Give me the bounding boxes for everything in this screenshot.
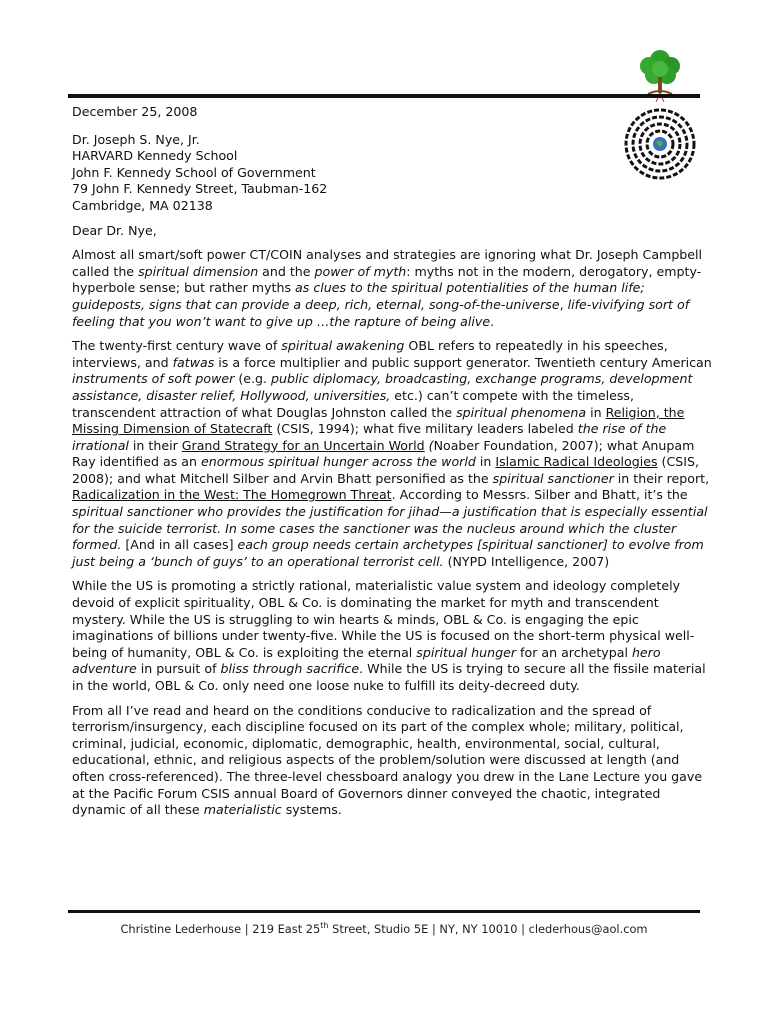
letterhead-footer: Christine Lederhouse | 219 East 25th Street, Studio 5E | NY, NY 10010 | clederhous@aol.com [120,921,648,936]
paragraph-1: Almost all smart/soft power CT/COIN analyses and strategies are ignoring what Dr. Joseph Campbell called the spiritual dimension and the power of myth: myths not in the modern, derogatory, empty-hyperbole sense; but rather myths as clues to the spiritual potentialities of the human life; guideposts, signs that can provide a deep, rich, eternal, song-of-the-universe, life-vivifying sort of feeling that you won’t want to give up …the rapture of being alive. [72,247,703,329]
citation-islamic-radical: Islamic Radical Ideologies [495,454,658,470]
paragraph-3: While the US is promoting a strictly rational, materialistic value system and ideology completely devoid of explicit spirituality, OBL & Co. is dominating the market for myth and transcendent mystery. While the US is struggling to win hearts & minds, OBL & Co. is engaging the epic imaginations of billions under twenty-five. While the US is focused on the short-term physical well-being of humanity, OBL & Co. is exploiting the eternal spiritual hunger for an archetypal hero adventure in pursuit of bliss through sacrifice. While the US is trying to secure all the fissile material in the world, OBL & Co. only need one loose nuke to fulfill its deity-decreed duty. [72,578,706,693]
footer-address: 219 East 25th Street, Studio 5E [252,921,429,936]
paragraph-4: From all I’ve read and heard on the conditions conducive to radicalization and the spread of terrorism/insurgency, each discipline focused on its part of the complex whole; military, political, criminal, judicial, economic, diplomatic, demographic, health, environmental, social, cultural, educational, ethnic, and religious aspects of the problem/solution were discussed at length (and often cross-referenced). The three-level chessboard analogy you drew in the Lane Lecture you gave at the Pacific Forum CSIS annual Board of Governors dinner conveyed the chaotic, integrated dynamic of all these materialistic systems. [72,702,703,818]
footer-rule [68,910,700,913]
recipient-institution: HARVARD Kennedy School [72,148,238,164]
recipient-address [72,132,712,215]
footer-city: NY, NY 10010 [439,922,518,936]
letter-date: December 25, 2008 [72,104,198,119]
recipient-school: John F. Kennedy School of Government [72,164,316,180]
header-rule [68,94,700,98]
citation-religion: Religion, the Missing Dimension of Statecraft [72,404,685,437]
recipient-name: Dr. Joseph S. Nye, Jr. [72,131,200,147]
footer-name: Christine Lederhouse [120,922,242,936]
citation-grand-strategy: Grand Strategy for an Uncertain World [181,437,425,453]
recipient-city: Cambridge, MA 02138 [72,197,213,213]
salutation: Dear Dr. Nye, [72,222,157,238]
recipient-street: 79 John F. Kennedy Street, Taubman-162 [72,181,328,197]
letter-body [72,104,712,827]
citation-radicalization: Radicalization in the West: The Homegrown Threat [72,487,392,503]
paragraph-2: The twenty-first century wave of spiritual awakening OBL refers to repeatedly in his speeches, interviews, and fatwas is a force multiplier and public support generator. Twentieth century American instruments of soft power (e.g. public diplomacy, broadcasting, exchange programs, development assistance, disaster relief, Hollywood, universities, etc.) can’t compete with the timeless, transcendent attraction of what Douglas Johnston called the spiritual phenomena in Religion, the Missing Dimension of Statecraft (CSIS, 1994); what five military leaders labeled the rise of the irrational in their Grand Strategy for an Uncertain World (Noaber Foundation, 2007); what Anupam Ray identified as an enormous spiritual hunger across the world in Islamic Radical Ideologies (CSIS, 2008); and what Mitchell Silber and Arvin Bhatt personified as the spiritual sanctioner in their report, Radicalization in the West: The Homegrown Threat. According to Messrs. Silber and Bhatt, it’s the spiritual sanctioner who provides the justification for jihad—a justification that is especially essential for the suicide terrorist. In some cases the sanctioner was the nucleus around which the cluster formed. [And in all cases] each group needs certain archetypes [spiritual sanctioner] to evolve from just being a ‘bunch of guys’ to an operational terrorist cell. (NYPD Intelligence, 2007) [72,338,712,569]
footer-email[interactable]: clederhous@aol.com [528,922,648,936]
